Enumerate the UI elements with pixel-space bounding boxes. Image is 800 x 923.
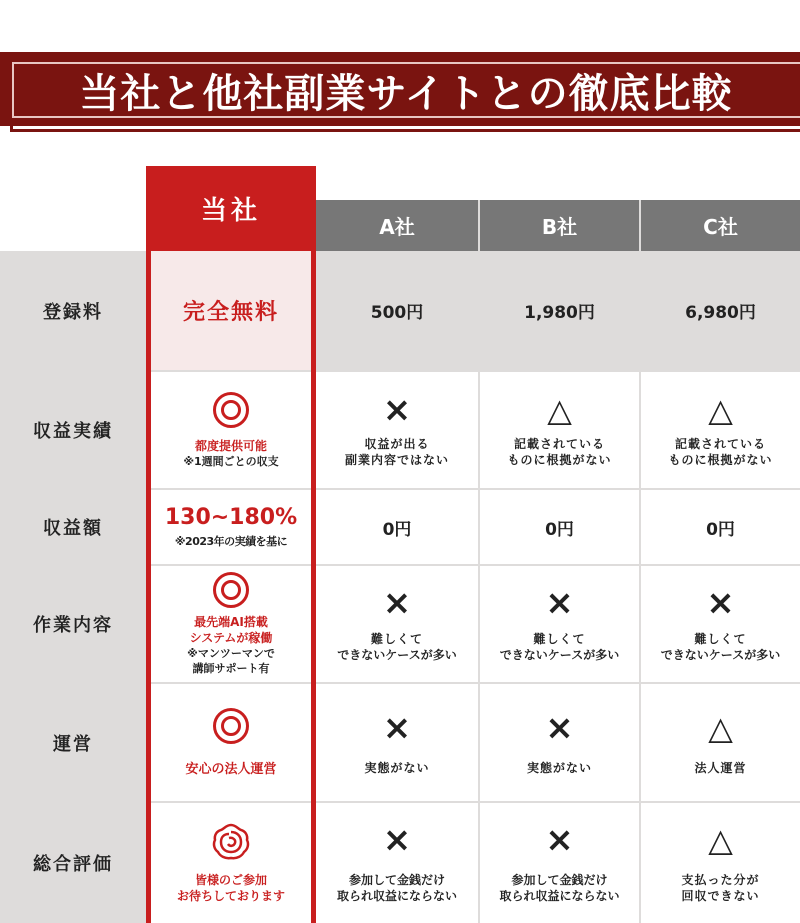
- record-a-line1: 収益が出る: [364, 437, 430, 451]
- row-label-fee: 登録料: [0, 251, 146, 370]
- cell-operation-a: [316, 684, 478, 801]
- amount-value-ours: 130~180%: [164, 505, 298, 530]
- row-divider: [0, 564, 800, 566]
- our-company-column-frame: [146, 166, 316, 923]
- work-c-line1: 難しくて: [694, 632, 747, 646]
- row-label-work: 作業内容: [0, 566, 146, 682]
- fee-value-b: 1,980円: [524, 303, 595, 323]
- page-title: 当社と他社副業サイトとの徹底比較: [79, 69, 733, 117]
- overall-ours-line2: お待ちしております: [176, 889, 285, 903]
- row-divider: [0, 801, 800, 803]
- work-b-line2: できないケースが多い: [499, 648, 620, 662]
- work-a-line2: できないケースが多い: [337, 648, 457, 662]
- cell-overall-a: [316, 803, 478, 923]
- cross-icon: ×: [545, 820, 574, 860]
- overall-ours-line1: 皆様のご参加: [194, 873, 267, 887]
- cell-work-b: [480, 566, 639, 682]
- fee-value-ours: 完全無料: [182, 300, 279, 325]
- amount-value-b: 0円: [545, 519, 574, 540]
- overall-c-line2: 回収できない: [681, 889, 760, 903]
- cell-fee-c: [641, 251, 800, 370]
- row-divider: [0, 370, 800, 372]
- work-c-line2: できないケースが多い: [660, 648, 781, 662]
- overall-b-line1: 参加して金銭だけ: [511, 873, 608, 887]
- overall-b-line2: 取られ収益にならない: [499, 889, 620, 903]
- cross-icon: ×: [545, 707, 574, 748]
- work-ours-line2: システムが稼働: [189, 631, 273, 645]
- cell-operation-b: [480, 684, 639, 801]
- triangle-icon: △: [708, 391, 733, 429]
- operation-b-line1: 実態がない: [526, 760, 592, 775]
- cell-work-a: [316, 566, 478, 682]
- fee-value-c: 6,980円: [685, 303, 756, 323]
- row-divider: [0, 488, 800, 490]
- operation-c-line1: 法人運営: [694, 760, 747, 775]
- work-b-line1: 難しくて: [533, 632, 586, 646]
- overall-a-line1: 参加して金銭だけ: [348, 873, 445, 887]
- triangle-icon: △: [708, 708, 733, 747]
- record-b-line1: 記載されている: [513, 437, 605, 451]
- cell-work-c: [641, 566, 800, 682]
- amount-value-c: 0円: [706, 519, 735, 540]
- work-ours-note1: ※マンツーマンで: [187, 647, 275, 660]
- cell-amount-b: [480, 490, 639, 564]
- overall-c-line1: 支払った分が: [681, 873, 760, 887]
- record-b-line2: ものに根拠がない: [507, 453, 612, 467]
- amount-value-a: 0円: [382, 519, 412, 540]
- column-divider: [639, 200, 641, 923]
- cell-overall-b: [480, 803, 639, 923]
- row-label-amount: 収益額: [0, 490, 146, 564]
- cell-record-c: [641, 372, 800, 488]
- record-a-line2: 副業内容ではない: [344, 453, 449, 467]
- cross-icon: ×: [545, 583, 574, 623]
- operation-ours-line1: 安心の法人運営: [185, 761, 277, 777]
- cell-amount-a: [316, 490, 478, 564]
- row-label-operation: 運営: [0, 684, 146, 801]
- cross-icon: ×: [382, 583, 412, 623]
- record-c-line1: 記載されている: [674, 437, 766, 451]
- cell-fee-a: [316, 251, 478, 370]
- work-a-line1: 難しくて: [370, 632, 423, 646]
- record-ours-note: ※1週間ごとの収支: [183, 454, 279, 468]
- work-ours-note2: 講師サポート有: [192, 662, 270, 675]
- cell-operation-c: [641, 684, 800, 801]
- column-header-b: B社: [480, 200, 639, 251]
- work-ours-line1: 最先端AI搭載: [194, 615, 268, 629]
- column-header-c: C社: [641, 200, 800, 251]
- cross-icon: ×: [382, 390, 412, 430]
- column-header-ours: 当社: [146, 166, 316, 251]
- cross-icon: ×: [382, 820, 412, 860]
- cross-icon: ×: [382, 707, 412, 748]
- triangle-icon: △: [708, 821, 733, 859]
- operation-a-line1: 実態がない: [364, 760, 430, 775]
- amount-ours-note: ※2023年の実績を基に: [174, 535, 288, 548]
- column-header-a: A社: [316, 200, 478, 251]
- cell-fee-b: [480, 251, 639, 370]
- column-divider: [478, 200, 480, 923]
- record-c-line2: ものに根拠がない: [668, 453, 773, 467]
- row-label-overall: 総合評価: [0, 803, 146, 923]
- record-ours-line1: 都度提供可能: [194, 438, 267, 453]
- fee-value-a: 500円: [370, 303, 424, 323]
- cell-overall-c: [641, 803, 800, 923]
- cross-icon: ×: [706, 583, 735, 623]
- cell-amount-c: [641, 490, 800, 564]
- cell-record-b: [480, 372, 639, 488]
- overall-a-line2: 取られ収益にならない: [336, 889, 457, 903]
- cell-record-a: [316, 372, 478, 488]
- row-label-record: 収益実績: [0, 372, 146, 488]
- triangle-icon: △: [547, 391, 572, 429]
- row-divider: [0, 682, 800, 684]
